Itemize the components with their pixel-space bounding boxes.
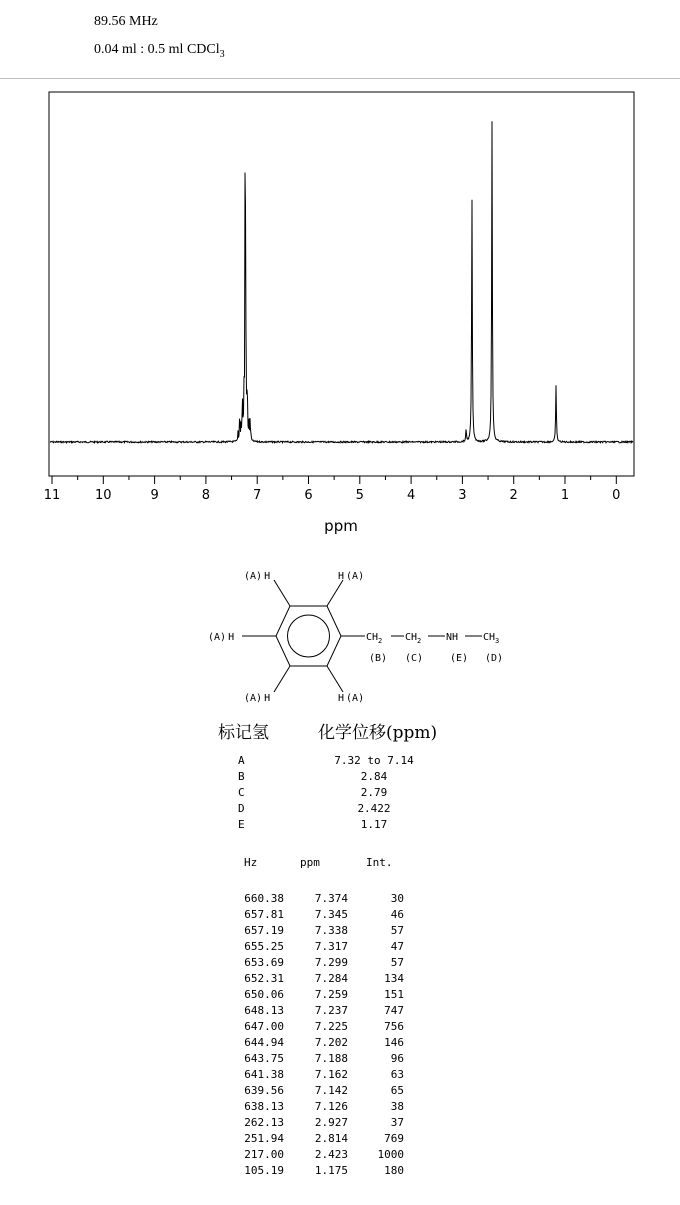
ch2-c-group: $CH_2$ xyxy=(405,632,422,645)
shift-label: B xyxy=(238,770,245,783)
x-tick-label: 8 xyxy=(201,488,211,503)
peak-hz: 639.56 xyxy=(244,1084,284,1097)
group-label-d: (D) xyxy=(485,653,504,664)
molecule-structure xyxy=(180,560,520,710)
shift-value: 2.79 xyxy=(360,786,388,799)
peak-intensity: 1000 xyxy=(377,1148,404,1161)
peak-ppm: 7.338 xyxy=(314,924,348,937)
peak-hz: 657.81 xyxy=(244,908,284,921)
peak-intensity: 30 xyxy=(390,892,404,905)
peak-ppm: 7.345 xyxy=(314,908,348,921)
h-label-a-left: (A) H xyxy=(208,632,235,643)
peak-intensity: 747 xyxy=(384,1004,404,1017)
peak-intensity: 57 xyxy=(390,924,404,937)
h-label-a-bottom-left: (A) H xyxy=(244,693,271,704)
header-int: Int. xyxy=(366,856,393,869)
peak-hz: 650.06 xyxy=(244,988,284,1001)
x-tick-label: 6 xyxy=(304,488,313,503)
peak-intensity: 57 xyxy=(390,956,404,969)
spectrometer-frequency: 89.56 MHz xyxy=(94,14,158,29)
peak-hz: 653.69 xyxy=(244,956,284,969)
peak-ppm: 7.162 xyxy=(314,1068,348,1081)
peak-ppm: 7.299 xyxy=(314,956,348,969)
peak-intensity: 47 xyxy=(390,940,404,953)
header-ppm: ppm xyxy=(300,856,320,869)
peak-hz: 652.31 xyxy=(244,972,284,985)
peak-ppm: 2.423 xyxy=(314,1148,348,1161)
nmr-spectrum-chart xyxy=(0,80,680,540)
x-axis-label: ppm xyxy=(324,517,358,535)
peak-intensity: 769 xyxy=(384,1132,404,1145)
peak-intensity: 37 xyxy=(390,1116,404,1129)
spectrum-trace xyxy=(50,121,633,443)
shift-value: 2.422 xyxy=(357,802,391,815)
peak-ppm: 7.188 xyxy=(314,1052,348,1065)
x-tick-label: 10 xyxy=(95,488,112,503)
column-header-marked-hydrogen: 标记氢 xyxy=(218,723,269,743)
peak-ppm: 2.927 xyxy=(314,1116,348,1129)
peak-intensity: 38 xyxy=(390,1100,404,1113)
shift-label: A xyxy=(238,754,245,767)
peak-ppm: 7.202 xyxy=(314,1036,348,1049)
peak-ppm: 7.237 xyxy=(314,1004,348,1017)
shift-label: E xyxy=(238,818,245,831)
peak-hz: 643.75 xyxy=(244,1052,284,1065)
shift-value: 7.32 to 7.14 xyxy=(334,754,414,767)
peak-ppm: 2.814 xyxy=(314,1132,348,1145)
header-divider xyxy=(0,78,680,79)
peak-intensity: 63 xyxy=(390,1068,404,1081)
peak-hz: 217.00 xyxy=(244,1148,284,1161)
ch2-b-group: $CH_2$ xyxy=(366,632,383,645)
peak-intensity: 756 xyxy=(384,1020,404,1033)
x-tick-label: 1 xyxy=(560,488,570,503)
x-axis xyxy=(44,476,621,503)
peak-hz: 638.13 xyxy=(244,1100,284,1113)
x-tick-label: 2 xyxy=(509,488,518,503)
header-hz: Hz xyxy=(244,856,258,869)
nh-group: NH xyxy=(446,632,459,643)
shift-label: C xyxy=(238,786,245,799)
peak-ppm: 7.142 xyxy=(314,1084,348,1097)
peak-ppm: 7.225 xyxy=(314,1020,348,1033)
group-label-e: (E) xyxy=(450,653,469,664)
peak-hz: 647.00 xyxy=(244,1020,284,1033)
peak-intensity: 65 xyxy=(390,1084,404,1097)
peak-hz: 641.38 xyxy=(244,1068,284,1081)
peak-hz: 657.19 xyxy=(244,924,284,937)
peak-ppm: 1.175 xyxy=(314,1164,348,1177)
x-tick-label: 4 xyxy=(406,488,416,503)
x-tick-label: 5 xyxy=(355,488,364,503)
benzene-ring xyxy=(276,606,341,666)
concentration-subscript: 3 xyxy=(219,48,225,60)
shift-value: 1.17 xyxy=(360,818,388,831)
peak-intensity: 180 xyxy=(384,1164,404,1177)
x-tick-label: 11 xyxy=(43,488,61,503)
group-label-b: (B) xyxy=(369,653,388,664)
concentration-text: 0.04 ml : 0.5 ml CDCl xyxy=(94,42,220,57)
peak-hz: 655.25 xyxy=(244,940,284,953)
peak-hz: 251.94 xyxy=(244,1132,284,1145)
h-label-a-top-left: (A) H xyxy=(244,571,271,582)
shift-value: 2.84 xyxy=(360,770,388,783)
peak-hz: 644.94 xyxy=(244,1036,284,1049)
peak-hz: 262.13 xyxy=(244,1116,284,1129)
peak-hz: 648.13 xyxy=(244,1004,284,1017)
peak-ppm: 7.126 xyxy=(314,1100,348,1113)
h-label-a-bottom-right: H (A) xyxy=(338,693,365,704)
peak-intensity: 146 xyxy=(384,1036,404,1049)
peak-intensity: 46 xyxy=(390,908,404,921)
peak-ppm: 7.374 xyxy=(314,892,348,905)
plot-frame xyxy=(49,92,634,476)
peak-intensity: 134 xyxy=(384,972,404,985)
peak-hz: 660.38 xyxy=(244,892,284,905)
group-label-c: (C) xyxy=(405,653,424,664)
x-tick-label: 7 xyxy=(253,488,262,503)
shift-label: D xyxy=(238,802,245,815)
sample-concentration xyxy=(94,42,225,60)
peak-intensity: 151 xyxy=(384,988,404,1001)
x-tick-label: 9 xyxy=(150,488,159,503)
column-header-chemical-shift: 化学位移(ppm) xyxy=(318,723,438,743)
x-tick-label: 0 xyxy=(612,488,621,503)
peak-intensity: 96 xyxy=(390,1052,404,1065)
h-label-a-top-right: H (A) xyxy=(338,571,365,582)
x-tick-label: 3 xyxy=(458,488,467,503)
peak-ppm: 7.284 xyxy=(314,972,348,985)
peak-ppm: 7.259 xyxy=(314,988,348,1001)
peak-hz: 105.19 xyxy=(244,1164,284,1177)
ch3-d-group: $CH_3$ xyxy=(483,632,500,645)
peak-ppm: 7.317 xyxy=(314,940,348,953)
